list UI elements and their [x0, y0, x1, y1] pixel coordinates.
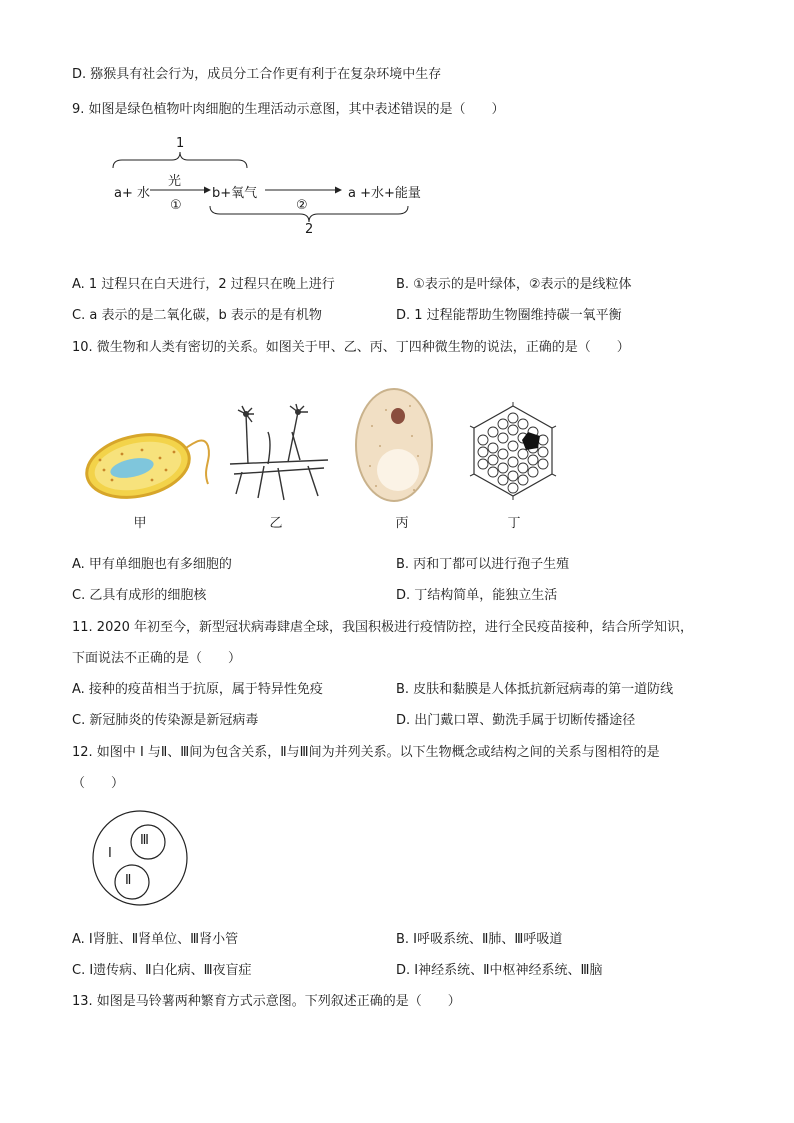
inner-label-2: Ⅱ: [125, 873, 132, 888]
q9-option-c: C. a 表示的是二氧化碳，b 表示的是有机物: [72, 308, 322, 323]
q11-option-b: B. 皮肤和黏膜是人体抵抗新冠病毒的第一道防线: [396, 682, 674, 697]
q11-stem-line2: 下面说法不正确的是（ ）: [72, 651, 242, 666]
q13-stem: 13. 如图是马铃薯两种繁育方式示意图。下列叙述正确的是（ ）: [72, 994, 461, 1009]
yeast-figure: [352, 386, 436, 504]
mold-icon: [228, 402, 332, 502]
label-jia: 甲: [133, 516, 147, 531]
brace-label-2: 2: [305, 222, 314, 237]
q11-option-d: D. 出门戴口罩、勤洗手属于切断传播途径: [396, 713, 636, 728]
q11-option-c: C. 新冠肺炎的传染源是新冠病毒: [72, 713, 259, 728]
reactant-left: a+ 水: [114, 186, 150, 201]
bacterium-figure: [82, 424, 222, 500]
yeast-icon: [352, 386, 436, 504]
q11-stem-line1: 11. 2020 年初至今，新型冠状病毒肆虐全球，我国积极进行疫情防控，进行全民疫苗接种，结合所学知识，: [72, 620, 694, 635]
q10-option-d: D. 丁结构简单，能独立生活: [396, 588, 558, 603]
q12-stem-line1: 12. 如图中 Ⅰ 与Ⅱ、Ⅲ间为包含关系，Ⅱ与Ⅲ间为并列关系。以下生物概念或结构之间的关系与图相符的是: [72, 745, 660, 760]
q8-option-d: D. 猕猴具有社会行为，成员分工合作更有利于在复杂环境中生存: [72, 67, 442, 82]
q10-stem: 10. 微生物和人类有密切的关系。如图关于甲、乙、丙、丁四种微生物的说法，正确的是（ ）: [72, 340, 630, 355]
inclusion-diagram: [90, 808, 190, 908]
q12-option-b: B. Ⅰ呼吸系统、Ⅱ肺、Ⅲ呼吸道: [396, 932, 563, 947]
q12-option-a: A. Ⅰ肾脏、Ⅱ肾单位、Ⅲ肾小管: [72, 932, 239, 947]
product-middle: b+氧气: [212, 186, 258, 201]
q9-stem: 9. 如图是绿色植物叶肉细胞的生理活动示意图，其中表述错误的是（ ）: [72, 102, 505, 117]
label-ding: 丁: [507, 516, 521, 531]
q9-option-a: A. 1 过程只在白天进行，2 过程只在晚上进行: [72, 277, 335, 292]
light-label: 光: [168, 174, 182, 189]
q11-option-a: A. 接种的疫苗相当于抗原，属于特异性免疫: [72, 682, 323, 697]
bacterium-icon: [82, 424, 222, 500]
virus-icon: [466, 402, 560, 500]
q10-option-a: A. 甲有单细胞也有多细胞的: [72, 557, 232, 572]
q12-stem-line2: （ ）: [72, 776, 125, 791]
virus-figure: [466, 402, 560, 500]
circle-2-label: ②: [296, 198, 308, 213]
photosynthesis-respiration-diagram: [100, 136, 440, 240]
label-yi: 乙: [269, 516, 283, 531]
q12-option-d: D. Ⅰ神经系统、Ⅱ中枢神经系统、Ⅲ脑: [396, 963, 603, 978]
label-bing: 丙: [395, 516, 409, 531]
q10-option-b: B. 丙和丁都可以进行孢子生殖: [396, 557, 570, 572]
circle-diagram: [90, 808, 190, 908]
q9-option-b: B. ①表示的是叶绿体，②表示的是线粒体: [396, 277, 632, 292]
brace-label-1: 1: [176, 136, 185, 151]
q9-option-d: D. 1 过程能帮助生物圈维持碳一氧平衡: [396, 308, 622, 323]
product-right: a +水+能量: [348, 186, 421, 201]
inner-label-3: Ⅲ: [140, 833, 149, 848]
circle-1-label: ①: [170, 198, 182, 213]
outer-label: Ⅰ: [108, 846, 112, 861]
q12-option-c: C. Ⅰ遗传病、Ⅱ白化病、Ⅲ夜盲症: [72, 963, 252, 978]
mold-figure: [228, 402, 332, 502]
q10-option-c: C. 乙具有成形的细胞核: [72, 588, 207, 603]
